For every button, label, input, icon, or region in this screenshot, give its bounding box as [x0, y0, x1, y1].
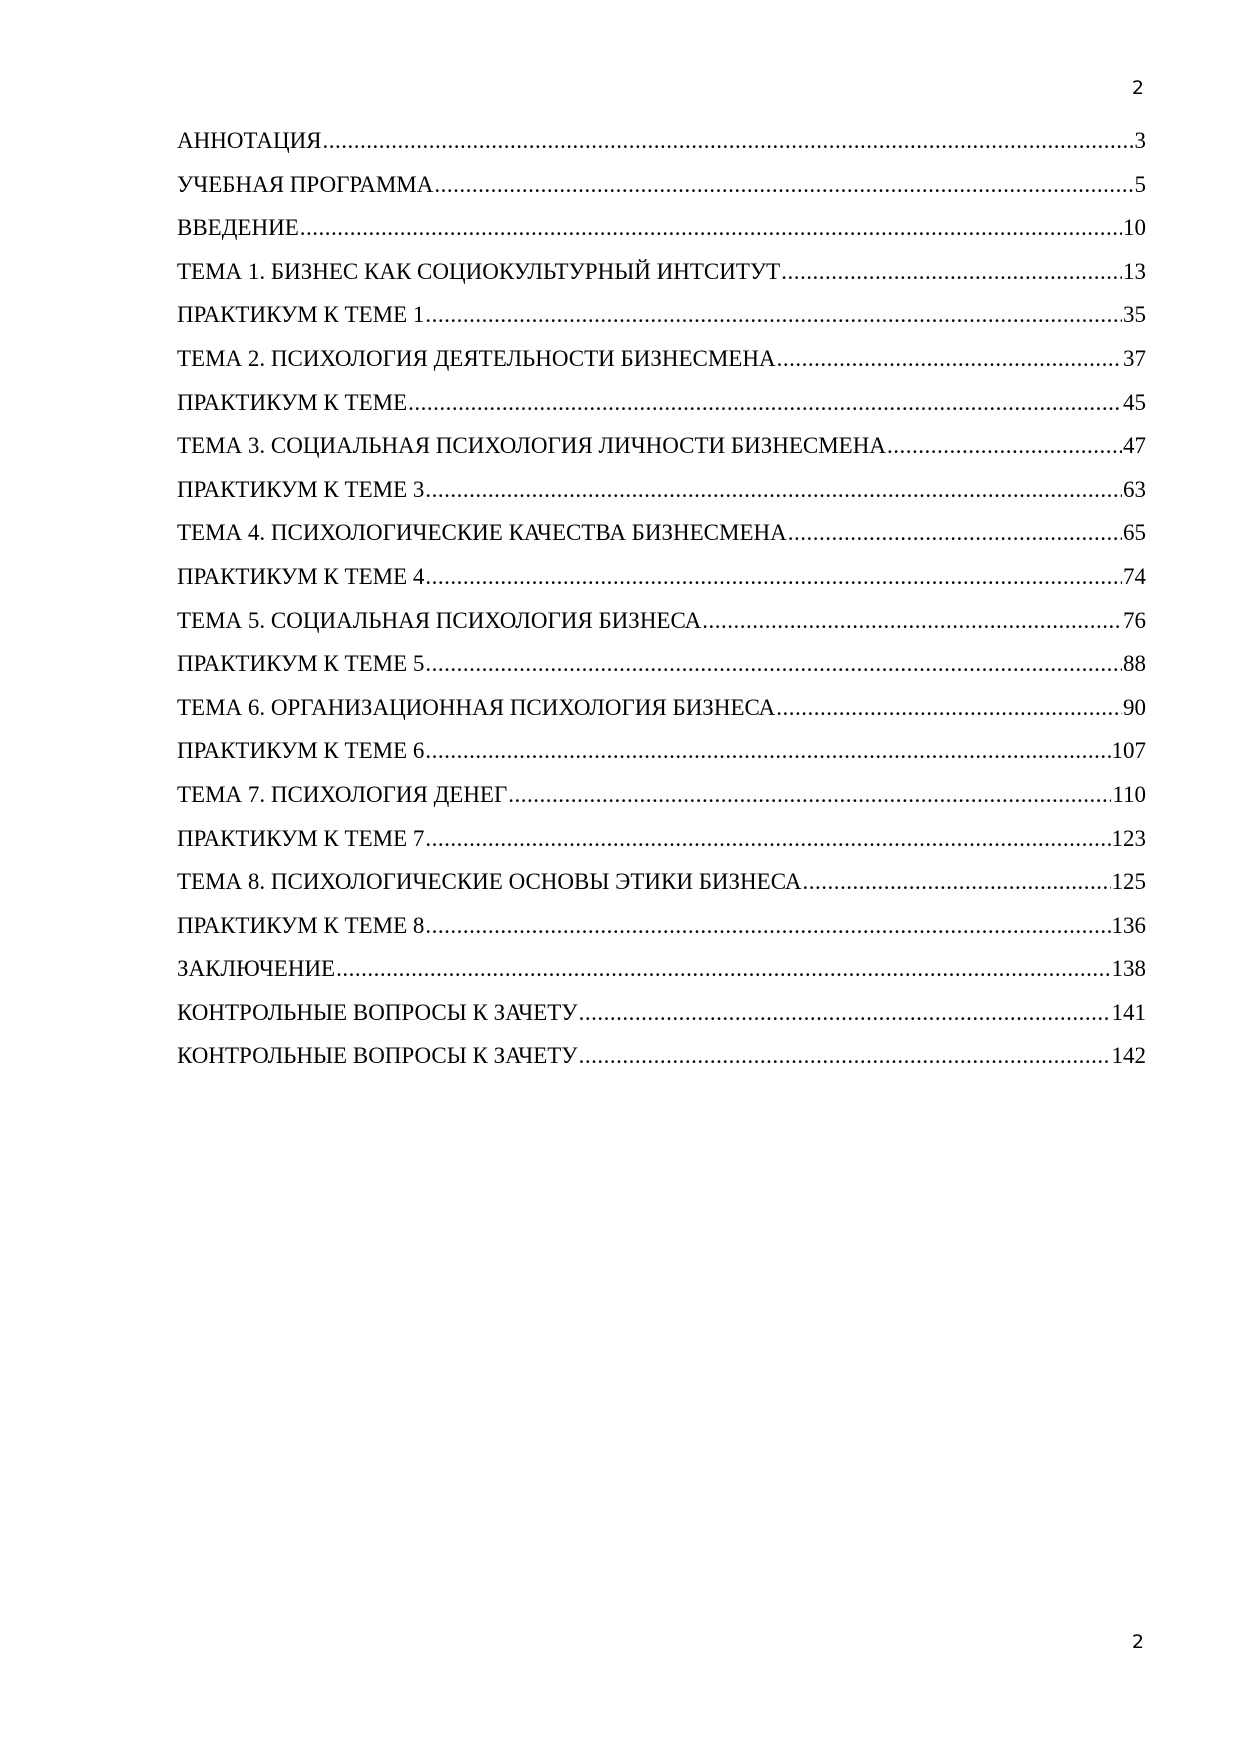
toc-entry-title: ПРАКТИКУМ К ТЕМЕ 8 — [177, 912, 425, 938]
toc-entry-topic-3[interactable] — [177, 433, 1146, 477]
toc-entry-page: 35 — [1123, 302, 1146, 328]
toc-entry-page: 47 — [1123, 433, 1146, 459]
toc-dot-leader — [434, 172, 1133, 198]
toc-dot-leader — [300, 215, 1122, 241]
toc-dot-leader — [788, 520, 1122, 546]
toc-entry-practicum-4[interactable] — [177, 564, 1146, 608]
toc-entry-title: ТЕМА 3. СОЦИАЛЬНАЯ ПСИХОЛОГИЯ ЛИЧНОСТИ БИЗНЕСМЕНА — [177, 433, 886, 459]
toc-entry-title: ПРАКТИКУМ К ТЕМЕ 6 — [177, 738, 425, 764]
toc-entry-page: 3 — [1134, 128, 1146, 153]
toc-entry-page: 10 — [1123, 215, 1146, 241]
toc-entry-title: КОНТРОЛЬНЫЕ ВОПРОСЫ К ЗАЧЕТУ — [177, 1043, 578, 1069]
toc-entry-title: ТЕМА 8. ПСИХОЛОГИЧЕСКИЕ ОСНОВЫ ЭТИКИ БИЗНЕСА — [177, 869, 802, 895]
toc-entry-page: 74 — [1123, 563, 1146, 589]
toc-dot-leader — [425, 913, 1110, 939]
toc-entry-practicum-3[interactable] — [177, 477, 1146, 521]
toc-entry-topic-4[interactable] — [177, 520, 1146, 564]
toc-dot-leader — [425, 477, 1122, 503]
toc-entry-page: 13 — [1123, 258, 1146, 284]
toc-dot-leader — [408, 390, 1122, 416]
toc-dot-leader — [579, 1000, 1111, 1026]
page-number-header: 2 — [1131, 77, 1144, 99]
toc-entry-title: ПРАКТИКУМ К ТЕМЕ 5 — [177, 651, 425, 677]
toc-dot-leader — [702, 608, 1122, 634]
toc-entry-page: 90 — [1123, 694, 1146, 720]
toc-entry-title: ЗАКЛЮЧЕНИЕ — [177, 956, 336, 982]
page-number-footer: 2 — [1131, 1631, 1144, 1653]
toc-dot-leader — [425, 738, 1110, 764]
toc-entry-title: ПРАКТИКУМ К ТЕМЕ 4 — [177, 563, 425, 589]
toc-entry-page: 65 — [1123, 520, 1146, 546]
toc-entry-page: 138 — [1111, 956, 1146, 982]
toc-entry-practicum-1[interactable] — [177, 302, 1146, 346]
toc-dot-leader — [887, 433, 1122, 459]
toc-entry-title: АННОТАЦИЯ — [177, 128, 322, 153]
toc-dot-leader — [579, 1043, 1111, 1069]
toc-entry-page: 76 — [1123, 607, 1146, 633]
toc-entry-title: ПРАКТИКУМ К ТЕМЕ — [177, 389, 408, 415]
toc-entry-page: 125 — [1111, 869, 1146, 895]
toc-dot-leader — [336, 956, 1110, 982]
toc-dot-leader — [425, 302, 1122, 328]
toc-dot-leader — [781, 259, 1122, 285]
toc-entry-title: ТЕМА 7. ПСИХОЛОГИЯ ДЕНЕГ — [177, 781, 508, 807]
toc-dot-leader — [323, 128, 1134, 154]
toc-entry-page: 5 — [1134, 171, 1146, 197]
toc-entry-title: ПРАКТИКУМ К ТЕМЕ 7 — [177, 825, 425, 851]
toc-entry-control-questions-2[interactable] — [177, 1043, 1146, 1087]
toc-entry-topic-5[interactable] — [177, 608, 1146, 652]
toc-dot-leader — [777, 346, 1122, 372]
toc-entry-title: ВВЕДЕНИЕ — [177, 215, 299, 241]
toc-entry-curriculum[interactable] — [177, 172, 1146, 216]
toc-entry-practicum-2[interactable] — [177, 390, 1146, 434]
toc-entry-page: 63 — [1123, 476, 1146, 502]
toc-entry-control-questions[interactable] — [177, 1000, 1146, 1044]
toc-entry-page: 37 — [1123, 345, 1146, 371]
toc-entry-introduction[interactable] — [177, 215, 1146, 259]
toc-dot-leader — [776, 695, 1122, 721]
toc-entry-practicum-5[interactable] — [177, 651, 1146, 695]
toc-entry-title: ТЕМА 6. ОРГАНИЗАЦИОННАЯ ПСИХОЛОГИЯ БИЗНЕСА — [177, 694, 776, 720]
toc-entry-page: 110 — [1112, 781, 1146, 807]
toc-entry-page: 88 — [1123, 651, 1146, 677]
toc-entry-page: 45 — [1123, 389, 1146, 415]
toc-entry-topic-7[interactable] — [177, 782, 1146, 826]
toc-entry-practicum-6[interactable] — [177, 738, 1146, 782]
toc-entry-title: ТЕМА 1. БИЗНЕС КАК СОЦИОКУЛЬТУРНЫЙ ИНТСИТУТ — [177, 258, 781, 284]
toc-entry-page: 141 — [1111, 999, 1146, 1025]
toc-dot-leader — [803, 869, 1111, 895]
toc-entry-page: 142 — [1111, 1043, 1146, 1069]
toc-entry-title: ТЕМА 4. ПСИХОЛОГИЧЕСКИЕ КАЧЕСТВА БИЗНЕСМЕНА — [177, 520, 787, 546]
toc-entry-practicum-7[interactable] — [177, 826, 1146, 870]
toc-entry-topic-6[interactable] — [177, 695, 1146, 739]
toc-dot-leader — [425, 564, 1122, 590]
toc-entry-topic-2[interactable] — [177, 346, 1146, 390]
toc-entry-page: 107 — [1111, 738, 1146, 764]
toc-dot-leader — [508, 782, 1111, 808]
toc-entry-topic-1[interactable] — [177, 259, 1146, 303]
toc-dot-leader — [425, 826, 1110, 852]
toc-entry-title: УЧЕБНАЯ ПРОГРАММА — [177, 171, 434, 197]
toc-entry-conclusion[interactable] — [177, 956, 1146, 1000]
toc-entry-title: КОНТРОЛЬНЫЕ ВОПРОСЫ К ЗАЧЕТУ — [177, 999, 578, 1025]
toc-entry-page: 123 — [1111, 825, 1146, 851]
toc-entry-topic-8[interactable] — [177, 869, 1146, 913]
toc-entry-page: 136 — [1111, 912, 1146, 938]
toc-entry-title: ТЕМА 2. ПСИХОЛОГИЯ ДЕЯТЕЛЬНОСТИ БИЗНЕСМЕНА — [177, 345, 776, 371]
table-of-contents — [177, 128, 1146, 1087]
toc-entry-title: ПРАКТИКУМ К ТЕМЕ 3 — [177, 476, 425, 502]
toc-dot-leader — [425, 651, 1122, 677]
toc-entry-title: ТЕМА 5. СОЦИАЛЬНАЯ ПСИХОЛОГИЯ БИЗНЕСА — [177, 607, 702, 633]
toc-entry-title: ПРАКТИКУМ К ТЕМЕ 1 — [177, 302, 425, 328]
toc-entry-annotation[interactable] — [177, 128, 1146, 172]
toc-entry-practicum-8[interactable] — [177, 913, 1146, 957]
